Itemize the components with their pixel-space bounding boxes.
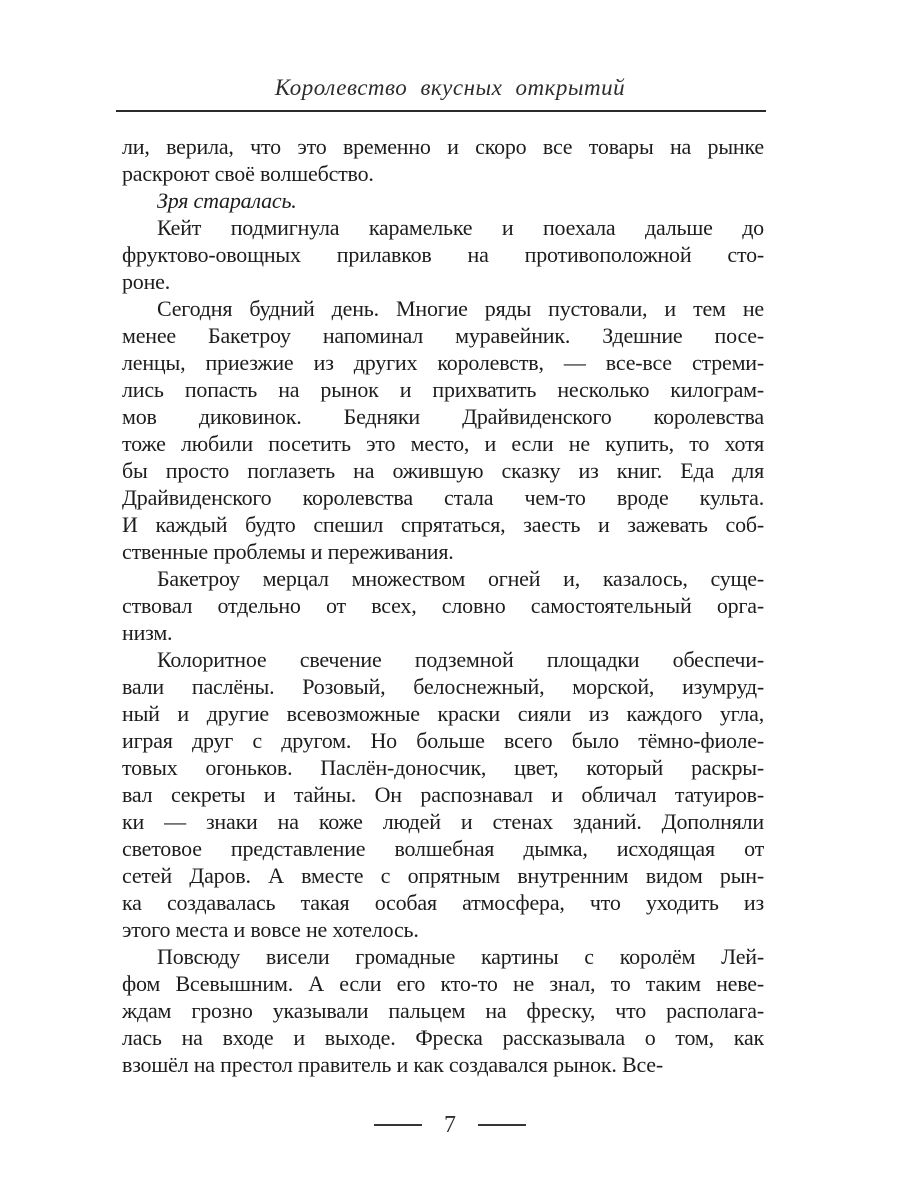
running-header-title: Королевство вкусных открытий xyxy=(274,75,626,100)
text-line: Драйвиденского королевства стала чем-то вроде культа. xyxy=(122,485,764,510)
paragraph xyxy=(122,565,764,646)
text-line: фруктово-овощных прилавков на противоположной сто- xyxy=(122,242,764,267)
footer-right-dash xyxy=(478,1124,526,1126)
text-line: мов диковинок. Бедняки Драйвиденского королевства xyxy=(122,404,764,429)
text-line: низм. xyxy=(122,620,173,645)
text-line: световое представление волшебная дымка, исходящая от xyxy=(122,836,764,861)
text-line: этого места и вовсе не хотелось. xyxy=(122,917,419,942)
header-rule xyxy=(116,110,766,112)
text-line: Сегодня будний день. Многие ряды пустовали, и тем не xyxy=(157,296,764,321)
text-line: ленцы, приезжие из других королевств, — все-все стреми- xyxy=(122,350,764,375)
text-line: Бакетроу мерцал множеством огней и, казалось, суще- xyxy=(157,566,764,591)
text-line: Кейт подмигнула карамельке и поехала дальше до xyxy=(157,215,764,240)
footer-left-dash xyxy=(374,1124,422,1126)
text-line: лась на входе и выходе. Фреска рассказывала о том, как xyxy=(122,1025,764,1050)
text-line: менее Бакетроу напоминал муравейник. Здешние посе- xyxy=(122,323,764,348)
text-line: товых огоньков. Паслён-доносчик, цвет, который раскры- xyxy=(122,755,764,780)
paragraph xyxy=(122,214,764,295)
paragraph xyxy=(122,133,764,187)
text-line: лись попасть на рынок и прихватить несколько килограм- xyxy=(122,377,764,402)
text-line: бы просто поглазеть на ожившую сказку из книг. Еда для xyxy=(122,458,764,483)
text-line: раскроют своё волшебство. xyxy=(122,161,374,186)
text-line: ка создавалась такая особая атмосфера, что уходить из xyxy=(122,890,764,915)
text-line: вал секреты и тайны. Он распознавал и обличал татуиров- xyxy=(122,782,764,807)
paragraph xyxy=(122,295,764,565)
text-line: ствовал отдельно от всех, словно самостоятельный орга- xyxy=(122,593,764,618)
text-line: Зря старалась. xyxy=(157,188,297,213)
text-line: ли, верила, что это временно и скоро все товары на рынке xyxy=(122,134,764,159)
text-line: ждам грозно указывали пальцем на фреску, что располага- xyxy=(122,998,764,1023)
page-footer xyxy=(0,1110,900,1140)
text-line: Повсюду висели громадные картины с королём Лей- xyxy=(157,944,764,969)
paragraph xyxy=(122,943,764,1078)
text-line: роне. xyxy=(122,269,171,294)
text-line: взошёл на престол правитель и как создавался рынок. Все- xyxy=(122,1052,663,1077)
text-line: играя друг с другом. Но больше всего было тёмно-фиоле- xyxy=(122,728,764,753)
text-line: ки — знаки на коже людей и стенах зданий. Дополняли xyxy=(122,809,764,834)
text-line: сетей Даров. А вместе с опрятным внутренним видом рын- xyxy=(122,863,764,888)
text-line: вали паслёны. Розовый, белоснежный, морской, изумруд- xyxy=(122,674,764,699)
text-line: Колоритное свечение подземной площадки обеспечи- xyxy=(157,647,764,672)
paragraph xyxy=(122,187,764,214)
text-line: ный и другие всевозможные краски сияли из каждого угла, xyxy=(122,701,764,726)
text-line: тоже любили посетить это место, и если не купить, то хотя xyxy=(122,431,764,456)
body-text xyxy=(122,133,764,1078)
page-number: 7 xyxy=(444,1112,456,1138)
paragraph xyxy=(122,646,764,943)
text-line: ственные проблемы и переживания. xyxy=(122,539,454,564)
text-line: И каждый будто спешил спрятаться, заесть и зажевать соб- xyxy=(122,512,764,537)
text-line: фом Всевышним. А если его кто-то не знал, то таким неве- xyxy=(122,971,764,996)
